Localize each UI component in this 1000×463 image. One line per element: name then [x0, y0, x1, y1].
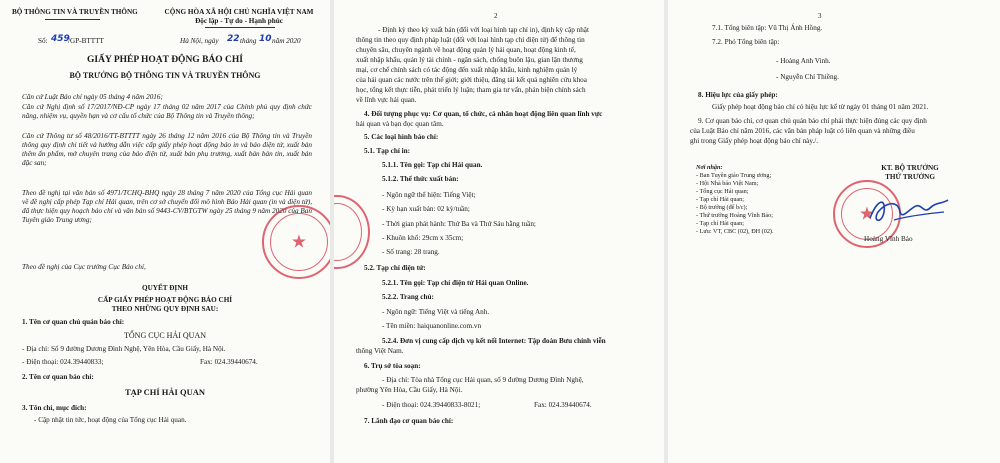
nation-motto: Độc lập - Tự do - Hạnh phúc: [195, 17, 283, 25]
purpose-line-3: chuyên sâu, chuyên ngành về hoạt động quản lý hải quan, hoạt động kinh tế,: [356, 46, 576, 54]
recipient-item: - Hội Nhà báo Việt Nam;: [696, 180, 759, 187]
page-number: 2: [494, 12, 498, 20]
date-month-handwritten: 10: [259, 34, 272, 44]
recipient-item: - Tạp chí Hải quan;: [696, 220, 744, 227]
document-title: GIẤY PHÉP HOẠT ĐỘNG BÁO CHÍ: [87, 55, 243, 65]
document-page-2: [334, 0, 664, 463]
section-9-line-1: 9. Cơ quan báo chí, cơ quan chủ quản báo chí phải thực hiện đúng các quy định: [698, 117, 927, 125]
document-page-3: [668, 0, 1000, 463]
ministry-stamp-seal: ★: [262, 205, 330, 279]
recipients-title: Nơi nhận:: [696, 164, 723, 171]
decision-heading: QUYẾT ĐỊNH: [142, 284, 188, 292]
section-1-phone: - Điện thoại: 024.39440833;: [22, 358, 104, 366]
section-2-value: TẠP CHÍ HẢI QUAN: [124, 387, 206, 397]
decision-sub-1: CẤP GIẤY PHÉP HOẠT ĐỘNG BÁO CHÍ: [97, 296, 233, 304]
recipient-item: - Ban Tuyên giáo Trung ương;: [696, 172, 772, 179]
section-2-title: 2. Tên cơ quan báo chí:: [22, 373, 94, 381]
signer-title-1: KT. BỘ TRƯỞNG: [881, 164, 939, 172]
section-9-line-3: ghi trong Giấy phép hoạt động báo chí này./.: [690, 137, 819, 145]
section-1-title: 1. Tên cơ quan chủ quản báo chí:: [22, 318, 125, 326]
purpose-line-7: học, tổng kết thực tiễn, phát triển lý luận; tham gia tư vấn, phản biện chính sách: [356, 86, 586, 94]
ministry-header: BỘ THÔNG TIN VÀ TRUYỀN THÔNG: [12, 8, 138, 16]
section-5-1: 5.1. Tạp chí in:: [364, 147, 410, 155]
section-5-2-1: 5.2.1. Tên gọi: Tạp chí điện tử Hải quan Online.: [382, 279, 529, 287]
issuer-title: BỘ TRƯỞNG BỘ THÔNG TIN VÀ TRUYỀN THÔNG: [69, 71, 261, 80]
print-release-time: - Thời gian phát hành: Thứ Ba và Thứ Sáu hằng tuần;: [382, 220, 536, 228]
recipient-item: - Bộ trưởng (để b/c);: [696, 204, 748, 211]
basis-line-3: Căn cứ Thông tư số 48/2016/TT-BTTTT ngày 26 tháng 12 năm 2016 của Bộ Thông tin và Truyền thông quy định chi tiết và hướng dẫn việc cấp giấy phép hoạt động báo in và báo điện tử, xuất bản thêm ấn phẩm, mở chuyên trang của báo điện tử, xuất bản phụ trương, xuất bản bản tin, xuất bản đặc san;: [22, 132, 312, 167]
document-page-1: [0, 0, 330, 463]
office-address-1: - Địa chỉ: Tòa nhà Tổng cục Hải quan, số 9 đường Dương Đình Nghệ,: [382, 376, 584, 384]
recipient-item: - Tổng cục Hải quan;: [696, 188, 749, 195]
decision-sub-2: THEO NHỮNG QUY ĐỊNH SAU:: [111, 305, 219, 313]
deputy-editor-2: - Nguyễn Chí Thiềng.: [776, 73, 839, 81]
section-3-title: 3. Tôn chỉ, mục đích:: [22, 404, 87, 412]
basis-line-4: Theo đề nghị tại văn bản số 4971/TCHQ-BHQ ngày 28 tháng 7 năm 2020 của Tổng cục Hải quan về đề nghị cấp phép Tạp chí Hải quan, trên cơ sở chuyển đổi mô hình Báo Hải quan (in và điện tử), đã thực hiện quy hoạch báo chí và văn bản số 9443-CV/BTGTW ngày 25 tháng 9 năm 2020 của Ban Tuyên giáo Trung ương;: [22, 189, 312, 224]
section-5-2-4: 5.2.4. Đơn vị cung cấp dịch vụ kết nối Internet: Tập đoàn Bưu chính viễn: [382, 337, 606, 345]
online-domain: - Tên miền: haiquanonline.com.vn: [382, 322, 482, 330]
recipient-item: - Lưu: VT, CBC (02), ĐH (02).: [696, 228, 774, 235]
print-language: - Ngôn ngữ thể hiện: Tiếng Việt;: [382, 191, 476, 199]
doc-number-prefix: Số:: [38, 37, 48, 45]
section-5-1-2: 5.1.2. Thể thức xuất bản:: [382, 175, 459, 183]
section-6-title: 6. Trụ sở tòa soạn:: [364, 362, 421, 370]
purpose-line-1: - Định kỳ theo kỳ xuất bản (đối với loại hình tạp chí in), định kỳ cập nhật: [378, 26, 589, 34]
nation-header: CỘNG HÒA XÃ HỘI CHỦ NGHĨA VIỆT NAM: [164, 8, 314, 16]
purpose-line-6: của hải quan các nước trên thế giới; giới thiệu, đăng tải kết quả nghiên cứu khoa: [356, 76, 587, 84]
header-rule: [45, 19, 100, 20]
ministry-stamp-seal: ★: [833, 180, 901, 248]
purpose-line-8: về lĩnh vực hải quan.: [356, 96, 417, 104]
section-7-title: 7. Lãnh đạo cơ quan báo chí:: [364, 417, 454, 425]
section-4-cont: hải quan và bạn đọc quan tâm.: [356, 120, 444, 128]
print-period: - Kỳ hạn xuất bản: 02 kỳ/tuần;: [382, 205, 470, 213]
section-5-title: 5. Các loại hình báo chí:: [364, 133, 439, 141]
section-3-line-1: - Cập nhật tin tức, hoạt động của Tổng cục Hải quan.: [34, 416, 187, 424]
section-8-title: 8. Hiệu lực của giấy phép:: [698, 91, 778, 99]
section-9-line-2: của Luật Báo chí năm 2016, các văn bản pháp luật có liên quan và những điều: [690, 127, 915, 135]
office-fax: Fax: 024.39440674.: [534, 401, 592, 409]
section-5-2-4-cont: thông Việt Nam.: [356, 347, 404, 355]
section-1-address: - Địa chỉ: Số 9 đường Dương Đình Nghệ, Yên Hòa, Cầu Giấy, Hà Nội.: [22, 345, 226, 353]
online-language: - Ngôn ngữ: Tiếng Việt và tiếng Anh.: [382, 308, 490, 316]
section-4-title: 4. Đối tượng phục vụ: Cơ quan, tổ chức, cá nhân hoạt động liên quan lĩnh vực: [364, 110, 603, 118]
overlap-seal: [334, 195, 370, 269]
print-size: - Khuôn khổ: 29cm x 35cm;: [382, 234, 464, 242]
basis-line-1: Căn cứ Luật Báo chí ngày 05 tháng 4 năm 2016;: [22, 93, 163, 101]
section-1-fax: Fax: 024.39440674.: [200, 358, 258, 366]
motto-rule: [205, 27, 275, 28]
editor-in-chief: 7.1. Tổng biên tập: Vũ Thị Ánh Hồng.: [712, 24, 823, 32]
date-suffix: năm 2020: [272, 37, 301, 45]
page-number: 3: [818, 12, 822, 20]
date-day-handwritten: 22: [227, 34, 240, 44]
recipient-item: - Tạp chí Hải quan;: [696, 196, 744, 203]
recipient-item: - Thứ trưởng Hoàng Vĩnh Bảo;: [696, 212, 773, 219]
date-mid: tháng: [240, 37, 257, 45]
office-address-2: phường Yên Hòa, Cầu Giấy, Hà Nội.: [356, 386, 463, 394]
section-5-2-2: 5.2.2. Trang chủ:: [382, 293, 434, 301]
signer-title-2: THỨ TRƯỞNG: [885, 173, 935, 181]
doc-number-suffix: /GP-BTTTT: [68, 37, 104, 45]
signer-name: Hoàng Vĩnh Bảo: [864, 235, 913, 243]
basis-line-2: Căn cứ Nghị định số 17/2017/NĐ-CP ngày 17 tháng 02 năm 2017 của Chính phủ quy định chức năng, nhiệm vụ, quyền hạn và cơ cấu tổ chức của Bộ Thông tin và Truyền thông;: [22, 103, 312, 120]
doc-number-handwritten: 459: [51, 34, 70, 44]
basis-line-5: Theo đề nghị của Cục trưởng Cục Báo chí,: [22, 263, 146, 271]
section-1-value: TỔNG CỤC HẢI QUAN: [124, 331, 206, 340]
office-phone: - Điện thoại: 024.39440833-8021;: [382, 401, 481, 409]
handwritten-signature: [864, 190, 954, 230]
purpose-line-4: xuất nhập khẩu, quản lý tài chính - ngân sách, chống buôn lậu, gian lận thương: [356, 56, 583, 64]
deputy-editor-title: 7.2. Phó Tổng biên tập:: [712, 38, 780, 46]
print-pages: - Số trang: 28 trang.: [382, 248, 440, 256]
section-8-text: Giấy phép hoạt động báo chí có hiệu lực kể từ ngày 01 tháng 01 năm 2021.: [712, 103, 929, 111]
section-5-2: 5.2. Tạp chí điện tử:: [364, 264, 426, 272]
purpose-line-5: mại, cơ chế chính sách có tác động đến xuất nhập khẩu, kinh nghiệm quản lý: [356, 66, 578, 74]
deputy-editor-1: - Hoàng Anh Vinh.: [776, 57, 831, 65]
section-5-1-1: 5.1.1. Tên gọi: Tạp chí Hải quan.: [382, 161, 483, 169]
date-prefix: Hà Nội, ngày: [180, 37, 219, 45]
purpose-line-2: thông tin theo quy định pháp luật (đối với loại hình tạp chí điện tử) để thông tin: [356, 36, 585, 44]
